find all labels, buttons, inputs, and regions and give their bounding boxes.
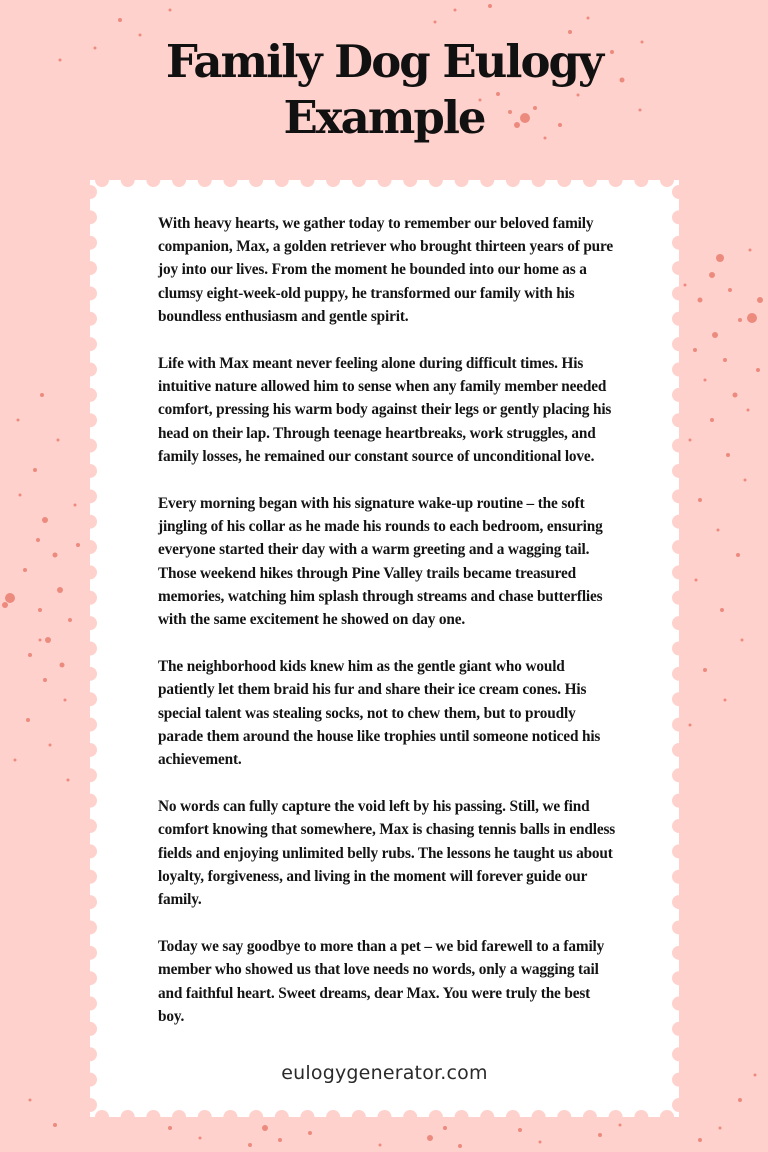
- eulogy-paragraph-3: Every morning began with his signature wake-up routine – the soft jingling of his collar as he made his rounds to each bedroom, ensuring everyone started their day with a warm greeting and a wagging tail. Those weekend hikes through Pine Valley trails became treasured memories, watching him splash through streams and chase butterflies with the same excitement he showed on day one.: [158, 495, 603, 629]
- eulogy-paragraph-4: The neighborhood kids knew him as the gentle giant who would patiently let them braid his fur and share their ice cream cones. His special talent was stealing socks, not to chew them, but to proudly parade them around the house like trophies until someone noticed his achievement.: [158, 658, 601, 769]
- eulogy-paragraph-5: No words can fully capture the void left by his passing. Still, we find comfort knowing that somewhere, Max is chasing tennis balls in endless fields and enjoying unlimited belly rubs. The lessons he taught us about loyalty, forgiveness, and living in the moment will forever guide our family.: [158, 798, 616, 909]
- page-title: Family Dog Eulogy Example: [165, 35, 603, 144]
- website-link[interactable]: eulogygenerator.com: [281, 1062, 488, 1084]
- eulogy-paragraph-6: Today we say goodbye to more than a pet – we bid farewell to a family member who showed us that love needs no words, only a wagging tail and faithful heart. Sweet dreams, dear Max. You were truly the best boy.: [158, 938, 605, 1025]
- eulogy-paragraph-1: With heavy hearts, we gather today to remember our beloved family companion, Max, a golden retriever who brought thirteen years of pure joy into our lives. From the moment he bounded into our home as a clumsy eight-week-old puppy, he transformed our family with his boundless enthusiasm and gentle spirit.: [158, 215, 614, 325]
- eulogy-paragraph-2: Life with Max meant never feeling alone during difficult times. His intuitive nature allowed him to sense when any family member needed comfort, pressing his warm body against their legs or gently placing his head on their lap. Through teenage heartbreaks, work struggles, and family losses, he remained our constant source of unconditional love.: [158, 355, 612, 465]
- eulogy-body: [158, 212, 618, 1052]
